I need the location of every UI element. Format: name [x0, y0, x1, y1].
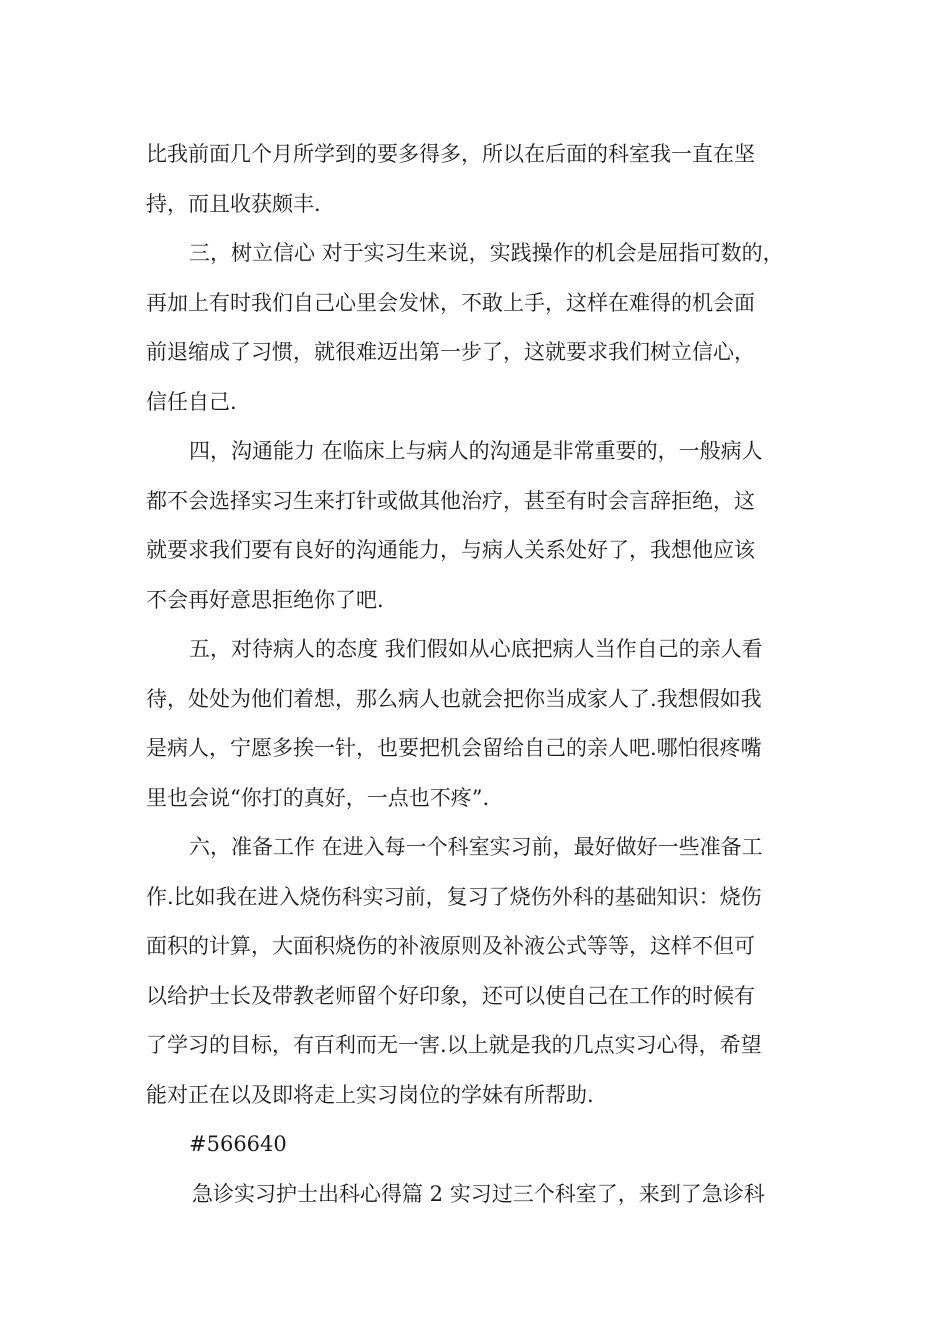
text-line: 待，处处为他们着想，那么病人也就会把你当成家人了.我想假如我: [146, 686, 762, 711]
text-line: 能对正在以及即将走上实习岗位的学妹有所帮助.: [146, 1082, 594, 1107]
paragraph-heading-line: 六，准备工作 在进入每一个科室实习前，最好做好一些准备工: [189, 835, 763, 859]
text-line: 比我前面几个月所学到的要多得多，所以在后面的科室我一直在坚: [146, 142, 755, 166]
document-id-line: #566640: [189, 1132, 287, 1156]
text-line: 里也会说“你打的真好，一点也不疼”.: [146, 785, 490, 810]
text-line: 了学习的目标，有百利而无一害.以上就是我的几点实习心得，希望: [146, 1033, 762, 1057]
text-line: 都不会选择实习生来打针或做其他治疗，甚至有时会言辞拒绝，这: [146, 488, 755, 513]
text-line: 作.比如我在进入烧伤科实习前，复习了烧伤外科的基础知识：烧伤: [146, 884, 762, 909]
paragraph-heading-line: 三，树立信心 对于实习生来说，实践操作的机会是屈指可数的，: [189, 241, 784, 265]
text-line: 不会再好意思拒绝你了吧.: [146, 587, 384, 612]
text-line: 持，而且收获颇丰.: [146, 191, 321, 216]
text-line: 再加上有时我们自己心里会发怵，不敢上手，这样在难得的机会面: [146, 290, 755, 315]
document-body: [146, 130, 826, 1219]
paragraph-heading-line: 四，沟通能力 在临床上与病人的沟通是非常重要的，一般病人: [189, 439, 763, 463]
paragraph-heading-line: 五，对待病人的态度 我们假如从心底把病人当作自己的亲人看: [189, 637, 763, 661]
section-start-line: 急诊实习护士出科心得篇 2 实习过三个科室了，来到了急诊科: [192, 1181, 765, 1206]
text-line: 前退缩成了习惯，就很难迈出第一步了，这就要求我们树立信心，: [146, 340, 755, 364]
text-line: 信任自己.: [146, 389, 237, 414]
text-line: 是病人，宁愿多挨一针，也要把机会留给自己的亲人吧.哪怕很疼嘴: [146, 736, 762, 760]
text-line: 以给护士长及带教老师留个好印象，还可以使自己在工作的时候有: [146, 983, 755, 1008]
text-line: 就要求我们要有良好的沟通能力，与病人关系处好了，我想他应该: [146, 538, 755, 562]
text-line: 面积的计算，大面积烧伤的补液原则及补液公式等等，这样不但可: [146, 934, 755, 958]
